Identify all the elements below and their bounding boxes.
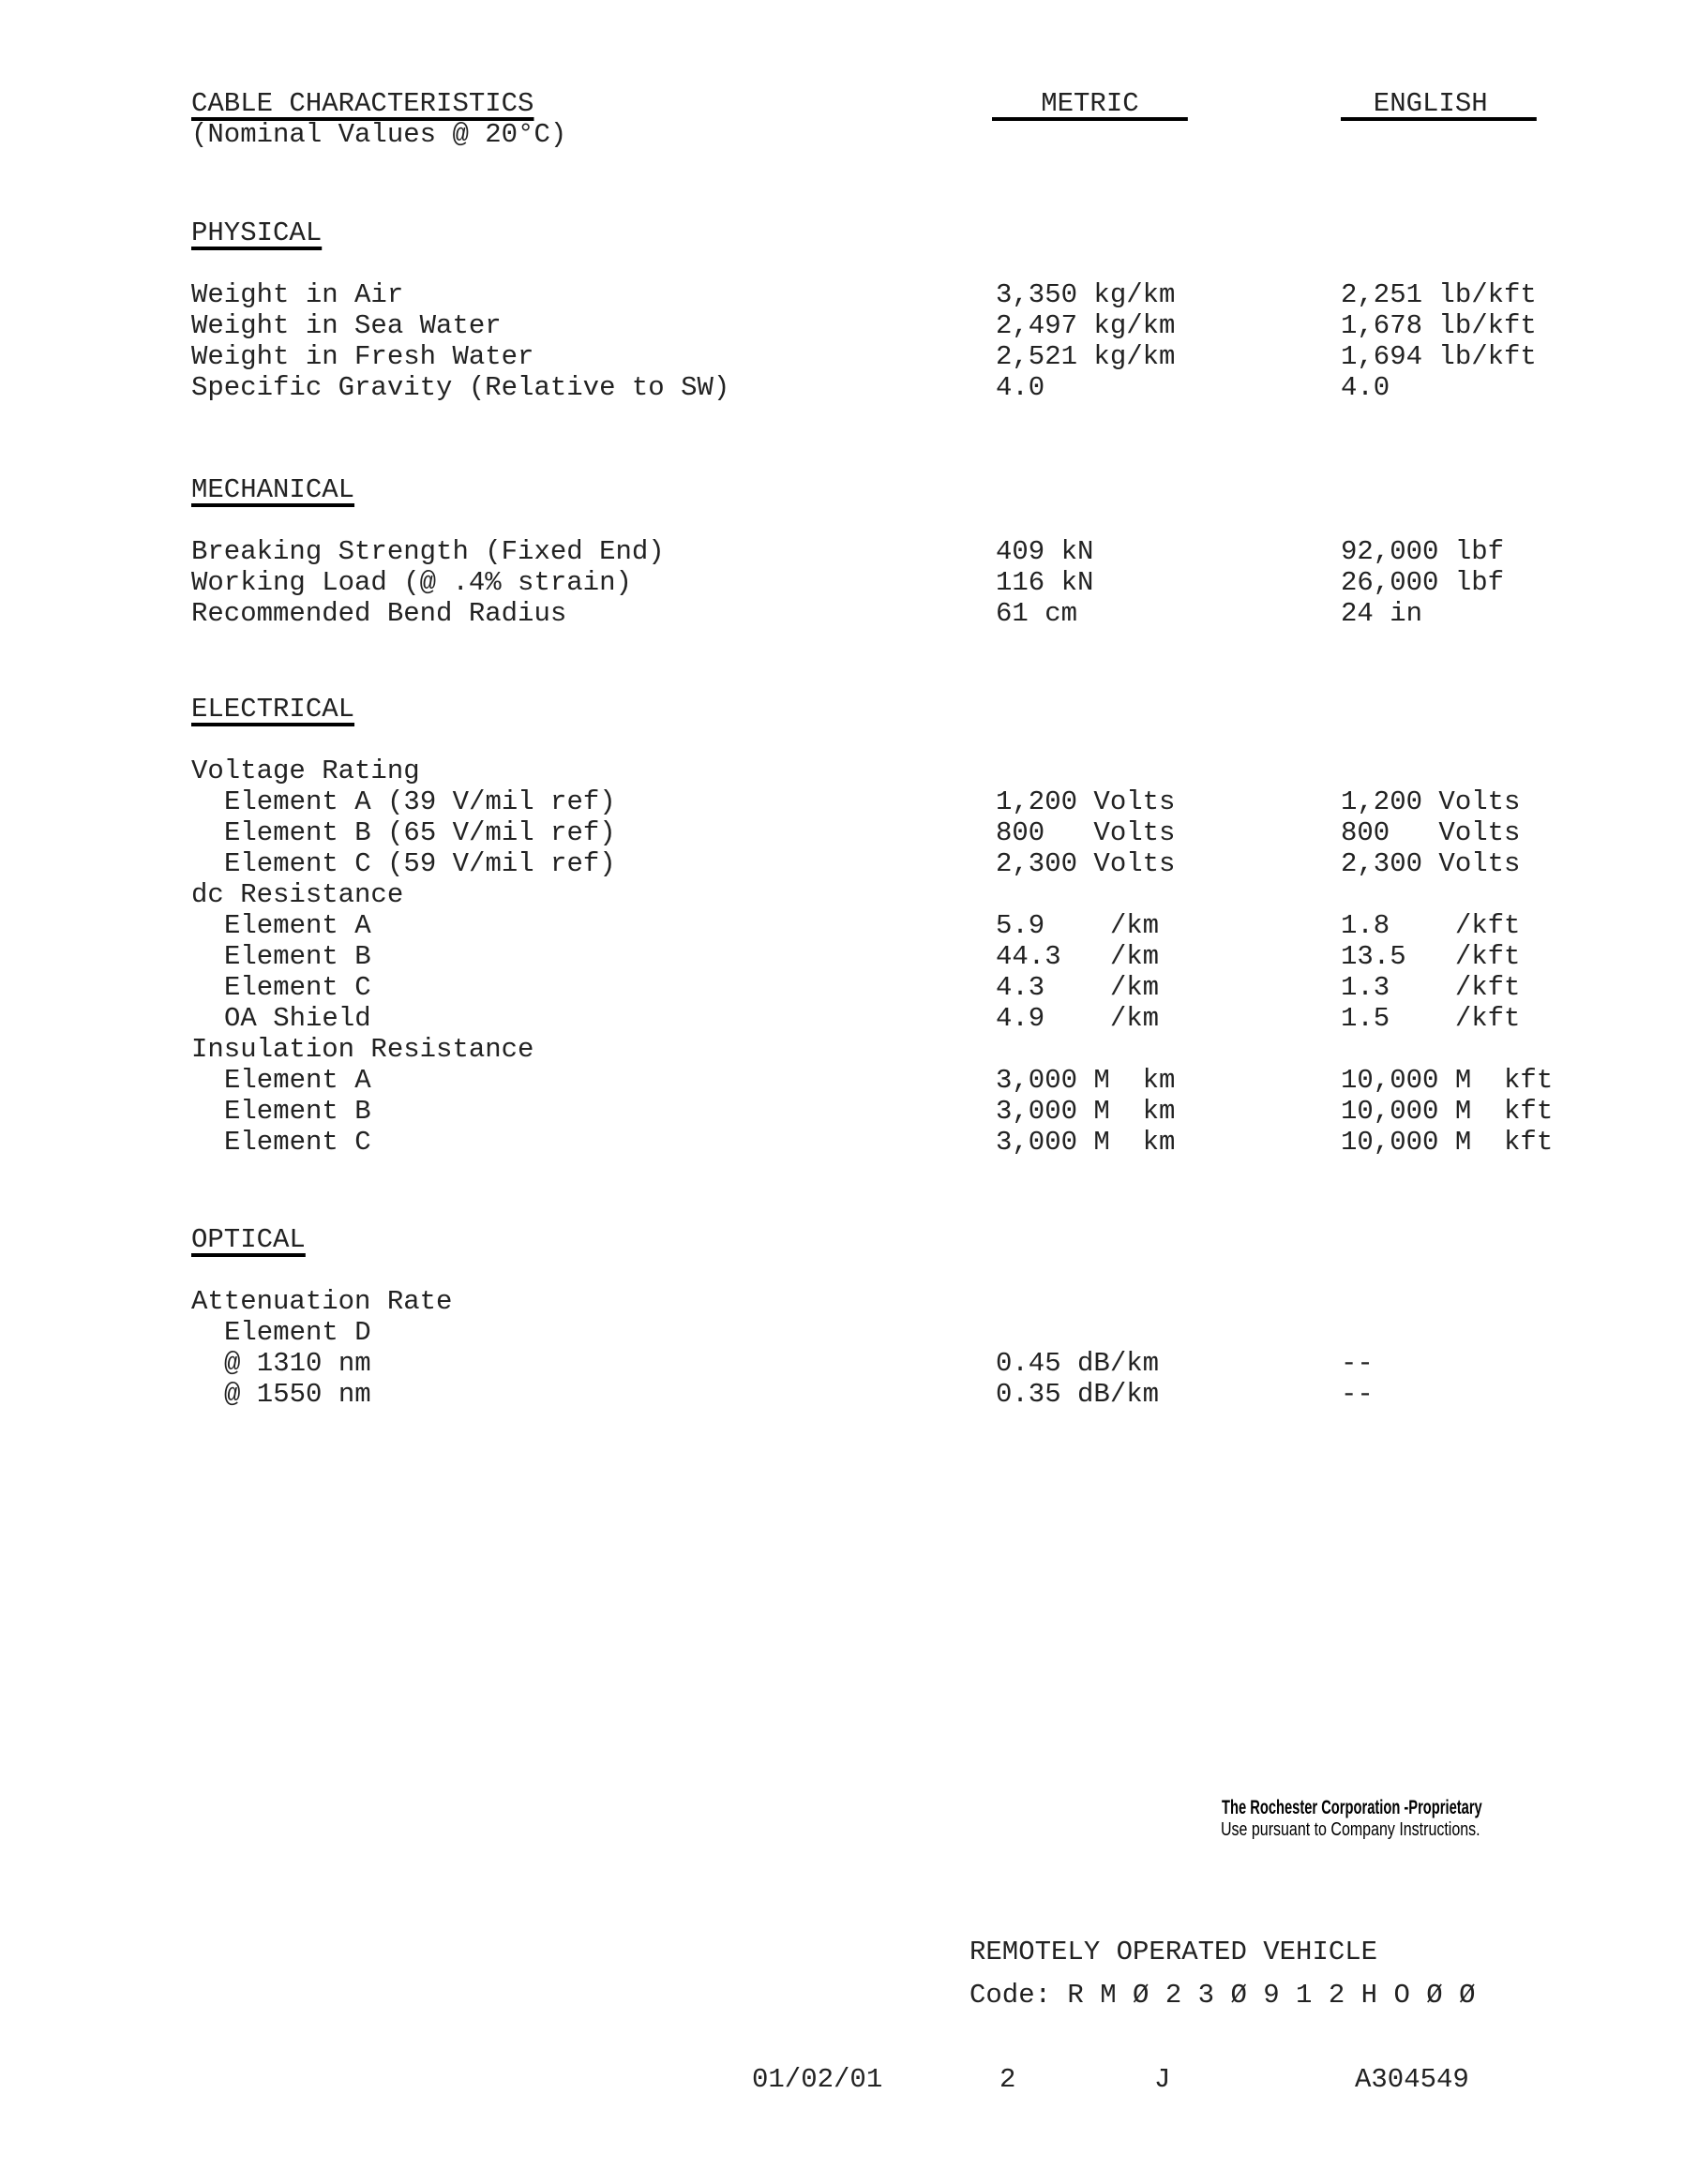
row-label: Element B (65 V/mil ref) <box>224 817 616 848</box>
metric-value: 4.0 <box>996 372 1045 403</box>
english-value: 10,000 M kft <box>1341 1127 1554 1158</box>
metric-value: 1,200 Volts <box>996 786 1176 817</box>
section-heading-physical: PHYSICAL <box>191 217 323 248</box>
metric-value: 2,300 Volts <box>996 848 1176 879</box>
row-label: @ 1310 nm <box>224 1348 371 1379</box>
english-value: 26,000 lbf <box>1341 567 1505 598</box>
section-heading-electrical: ELECTRICAL <box>191 694 355 725</box>
row-label: Element A <box>224 910 371 941</box>
metric-value: 3,000 M km <box>996 1096 1176 1127</box>
metric-value: 3,000 M km <box>996 1127 1176 1158</box>
row-label: @ 1550 nm <box>224 1379 371 1410</box>
english-value: 800 Volts <box>1341 817 1521 848</box>
section-heading-mechanical: MECHANICAL <box>191 474 355 505</box>
english-value: 92,000 lbf <box>1341 536 1505 567</box>
english-value: 24 in <box>1341 598 1423 629</box>
english-value: 1.3 /kft <box>1341 972 1521 1003</box>
english-value: 1.5 /kft <box>1341 1003 1521 1034</box>
row-label: Working Load (@ .4% strain) <box>191 567 632 598</box>
row-label: Element A <box>224 1065 371 1096</box>
metric-value: 3,350 kg/km <box>996 279 1176 310</box>
page-number: 2 <box>999 2064 1016 2095</box>
row-label: OA Shield <box>224 1003 371 1034</box>
metric-value: 2,521 kg/km <box>996 341 1176 372</box>
row-label: Weight in Fresh Water <box>191 341 534 372</box>
english-value: 1,678 lb/kft <box>1341 310 1537 341</box>
english-value: 4.0 <box>1341 372 1390 403</box>
proprietary-notice-line2: Use pursuant to Company Instructions. <box>1221 1819 1480 1840</box>
metric-value: 4.9 /km <box>996 1003 1160 1034</box>
row-label: Element D <box>224 1317 371 1348</box>
row-label: Recommended Bend Radius <box>191 598 567 629</box>
english-value: -- <box>1341 1348 1374 1379</box>
metric-value: 3,000 M km <box>996 1065 1176 1096</box>
row-label: Breaking Strength (Fixed End) <box>191 536 665 567</box>
english-value: 10,000 M kft <box>1341 1065 1554 1096</box>
row-label: Weight in Air <box>191 279 404 310</box>
column-header-english: ENGLISH <box>1341 88 1537 119</box>
metric-value: 0.45 dB/km <box>996 1348 1160 1379</box>
proprietary-notice-line1: The Rochester Corporation -Proprietary <box>1222 1797 1482 1818</box>
product-title: REMOTELY OPERATED VEHICLE <box>969 1937 1378 1967</box>
metric-value: 409 kN <box>996 536 1094 567</box>
document-date: 01/02/01 <box>752 2064 883 2095</box>
page-subtitle: (Nominal Values @ 20°C) <box>191 119 567 150</box>
row-label: Attenuation Rate <box>191 1286 453 1317</box>
metric-value: 4.3 /km <box>996 972 1160 1003</box>
product-code: Code: R M Ø 2 3 Ø 9 1 2 H O Ø Ø <box>969 1980 1476 2011</box>
row-label: Element C (59 V/mil ref) <box>224 848 616 879</box>
row-label: Element B <box>224 1096 371 1127</box>
metric-value: 44.3 /km <box>996 941 1160 972</box>
row-label: Weight in Sea Water <box>191 310 502 341</box>
metric-value: 800 Volts <box>996 817 1176 848</box>
row-label: Element B <box>224 941 371 972</box>
row-label: Insulation Resistance <box>191 1034 534 1065</box>
english-value: 1,694 lb/kft <box>1341 341 1537 372</box>
english-value: 2,251 lb/kft <box>1341 279 1537 310</box>
section-heading-optical: OPTICAL <box>191 1224 306 1255</box>
english-value: 13.5 /kft <box>1341 941 1521 972</box>
row-label: Element A (39 V/mil ref) <box>224 786 616 817</box>
metric-value: 61 cm <box>996 598 1078 629</box>
metric-value: 2,497 kg/km <box>996 310 1176 341</box>
row-label: Voltage Rating <box>191 755 420 786</box>
revision-letter: J <box>1154 2064 1171 2095</box>
metric-value: 116 kN <box>996 567 1094 598</box>
column-header-metric: METRIC <box>992 88 1188 119</box>
english-value: -- <box>1341 1379 1374 1410</box>
row-label: Element C <box>224 1127 371 1158</box>
metric-value: 0.35 dB/km <box>996 1379 1160 1410</box>
metric-value: 5.9 /km <box>996 910 1160 941</box>
document-number: A304549 <box>1355 2064 1469 2095</box>
english-value: 10,000 M kft <box>1341 1096 1554 1127</box>
english-value: 1,200 Volts <box>1341 786 1521 817</box>
english-value: 2,300 Volts <box>1341 848 1521 879</box>
row-label: Element C <box>224 972 371 1003</box>
page-title: CABLE CHARACTERISTICS <box>191 88 534 119</box>
row-label: Specific Gravity (Relative to SW) <box>191 372 730 403</box>
english-value: 1.8 /kft <box>1341 910 1521 941</box>
row-label: dc Resistance <box>191 879 404 910</box>
